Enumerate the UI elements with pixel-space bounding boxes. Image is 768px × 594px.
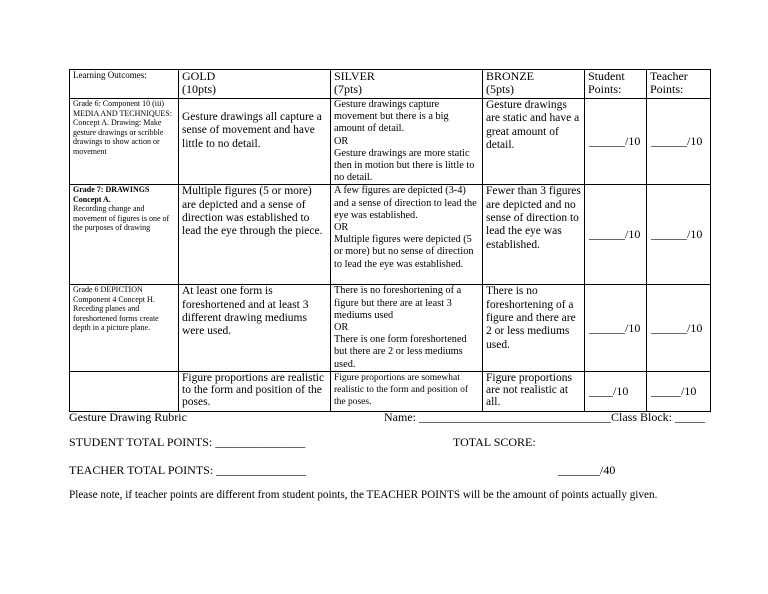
rubric-row-2 [70, 185, 711, 285]
outcome-cell: Grade 7: DRAWINGS Concept A. Recording change and movement of figures is one of the purposes of drawing [70, 185, 179, 285]
student-points-cell[interactable]: ____/10 [585, 371, 647, 411]
teacher-points-cell[interactable]: _____/10 [647, 371, 711, 411]
student-points-cell[interactable]: ______/10 [585, 185, 647, 285]
rubric-caption: Gesture Drawing Rubric [69, 410, 187, 424]
rubric-row-4 [70, 371, 711, 411]
header-silver: SILVER (7pts) [331, 70, 483, 99]
silver-cell: There is no foreshortening of a figure but there are at least 3 mediums used OR There is one form foreshortened but there are 2 or less mediums used. [331, 285, 483, 371]
header-row [70, 70, 711, 99]
teacher-points-cell[interactable]: ______/10 [647, 185, 711, 285]
silver-cell: A few figures are depicted (3-4) and a sense of direction to lead the eye was established. OR Multiple figures were depicted (5 or more) but no sense of direction to lead the eye was established. [331, 185, 483, 285]
gold-cell: At least one form is foreshortened and at least 3 different drawing mediums were used. [179, 285, 331, 371]
teacher-total-points[interactable]: TEACHER TOTAL POINTS: _______________ [69, 463, 307, 477]
rubric-row-3 [70, 285, 711, 371]
outcome-cell [70, 371, 179, 411]
total-score-blank[interactable]: _______/40 [558, 463, 616, 477]
bronze-cell: Gesture drawings are static and have a great amount of detail. [483, 99, 585, 185]
teacher-points-cell[interactable]: ______/10 [647, 99, 711, 185]
student-points-cell[interactable]: ______/10 [585, 99, 647, 185]
header-learning-outcomes: Learning Outcomes: [70, 70, 179, 99]
gold-cell: Gesture drawings all capture a sense of movement and have little to no detail. [179, 99, 331, 185]
silver-cell: Gesture drawings capture movement but there is a big amount of detail. OR Gesture drawings are more static then in motion but there is little to no detail. [331, 99, 483, 185]
teacher-points-cell[interactable]: ______/10 [647, 285, 711, 371]
teacher-points-note: Please note, if teacher points are different from student points, the TEACHER POINTS will be the amount of points actually given. [69, 489, 658, 501]
header-bronze: BRONZE (5pts) [483, 70, 585, 99]
total-score-label: TOTAL SCORE: [453, 435, 536, 449]
gold-cell: Figure proportions are realistic to the form and position of the poses. [179, 371, 331, 411]
silver-cell: Figure proportions are somewhat realistic to the form and position of the poses. [331, 371, 483, 411]
gold-cell: Multiple figures (5 or more) are depicted and a sense of direction was established to lead the eye through the piece. [179, 185, 331, 285]
header-gold: GOLD (10pts) [179, 70, 331, 99]
bronze-cell: Figure proportions are not realistic at all. [483, 371, 585, 411]
header-student-points: Student Points: [585, 70, 647, 99]
rubric-table [69, 69, 711, 412]
student-total-points[interactable]: STUDENT TOTAL POINTS: _______________ [69, 435, 306, 449]
bronze-cell: There is no foreshortening of a figure and there are 2 or less mediums used. [483, 285, 585, 371]
bronze-cell: Fewer than 3 figures are depicted and no sense of direction to lead the eye was established. [483, 185, 585, 285]
name-class-block-field[interactable]: Name: ________________________________Class Block: _____ [384, 410, 705, 424]
outcome-cell: Grade 6: Component 10 (iii) MEDIA AND TECHNIQUES: Concept A. Drawing: Make gesture drawings or scribble drawings to show action or movement [70, 99, 179, 185]
student-points-cell[interactable]: ______/10 [585, 285, 647, 371]
rubric-row-1 [70, 99, 711, 185]
header-teacher-points: Teacher Points: [647, 70, 711, 99]
outcome-cell: Grade 6 DEPICTION Component 4 Concept H. Receding planes and foreshortened forms create depth in a picture plane. [70, 285, 179, 371]
